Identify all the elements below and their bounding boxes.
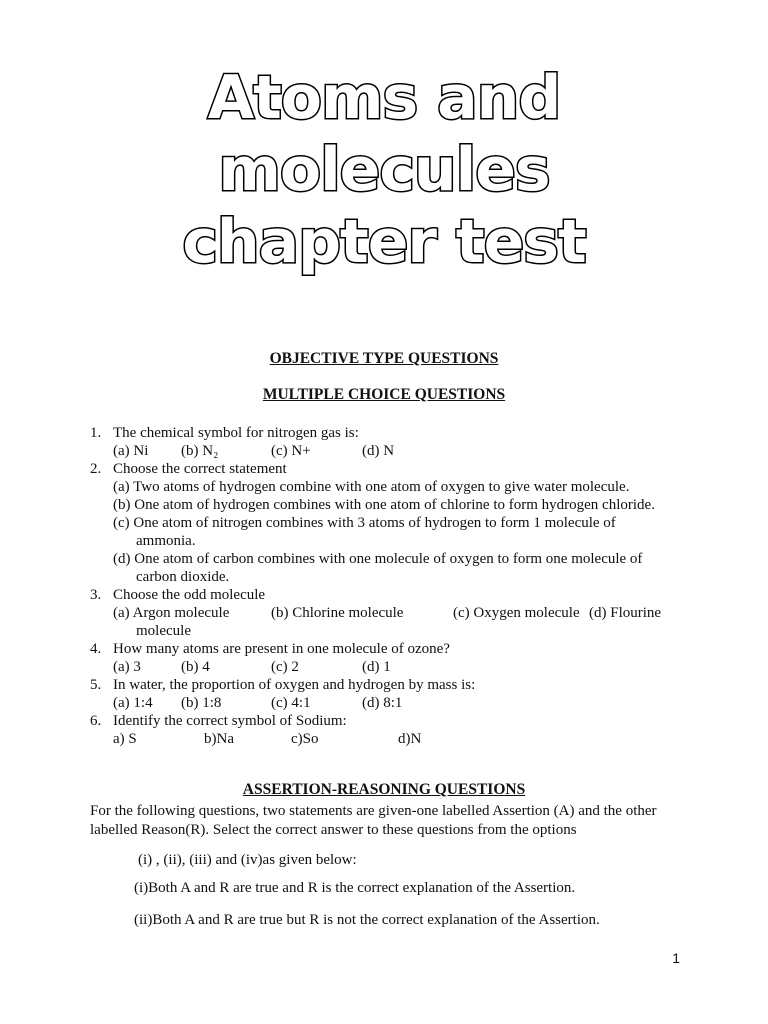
question-number: 4. [90,641,102,657]
title-line-1: Atoms and [207,63,561,133]
question-text: Choose the correct statement [113,461,287,477]
option: (d) Flourine [589,605,662,621]
question-number: 5. [90,677,102,693]
heading-objective: OBJECTIVE TYPE QUESTIONS [269,350,499,367]
option: (a) Argon molecule [113,605,230,621]
question-number: 3. [90,587,102,603]
assertion-options-intro: (i) , (ii), (iii) and (iv)as given below: [138,852,357,868]
question-number: 6. [90,713,102,729]
assertion-intro-line-2: labelled Reason(R). Select the correct answer to these questions from the options [90,822,577,838]
option: d)N [398,731,422,747]
question-number: 1. [90,425,102,441]
option: (c) 2 [271,659,299,675]
option: (c) 4:1 [271,695,311,711]
page-number: 1 [672,950,680,966]
assertion-option-i: (i)Both A and R are true and R is the correct explanation of the Assertion. [134,880,576,896]
option: (b) Chlorine molecule [271,605,404,621]
question-text: The chemical symbol for nitrogen gas is: [113,425,359,441]
option: (b) N₂ [181,443,219,459]
option: (a) 3 [113,659,141,675]
question-text: How many atoms are present in one molecule of ozone? [113,641,450,657]
title-line-3: chapter test [182,207,586,277]
assertion-intro-line-1: For the following questions, two statements are given-one labelled Assertion (A) and the other [90,803,657,819]
assertion-option-ii: (ii)Both A and R are true but R is not the correct explanation of the Assertion. [134,912,600,928]
option: (d) N [362,443,395,459]
option: (a) Ni [113,443,149,459]
title-line-2: molecules [218,135,550,205]
option: (a) Two atoms of hydrogen combine with one atom of oxygen to give water molecule. [113,479,630,495]
option: (d) 8:1 [362,695,403,711]
question-text: Choose the odd molecule [113,587,266,603]
heading-assertion: ASSERTION-REASONING QUESTIONS [242,781,526,798]
option: (d) 1 [362,659,391,675]
option: (c) N+ [271,443,311,459]
heading-mcq: MULTIPLE CHOICE QUESTIONS [262,386,506,403]
option: (b) 4 [181,659,210,675]
option: (c) One atom of nitrogen combines with 3 atoms of hydrogen to form 1 molecule of [113,515,616,531]
option: (b) One atom of hydrogen combines with one atom of chlorine to form hydrogen chloride. [113,497,655,513]
document-title [0,62,768,278]
option: (b) 1:8 [181,695,222,711]
option: (a) 1:4 [113,695,153,711]
question-text: Identify the correct symbol of Sodium: [113,713,347,729]
option: c)So [291,731,319,747]
option: (c) Oxygen molecule [453,605,580,621]
option: (d) One atom of carbon combines with one molecule of oxygen to form one molecule of [113,551,643,567]
option: a) S [113,731,137,747]
option-continued: ammonia. [136,533,196,549]
question-number: 2. [90,461,102,477]
option-continued: molecule [136,623,191,639]
question-text: In water, the proportion of oxygen and hydrogen by mass is: [113,677,476,693]
option-continued: carbon dioxide. [136,569,230,585]
option: b)Na [204,731,234,747]
